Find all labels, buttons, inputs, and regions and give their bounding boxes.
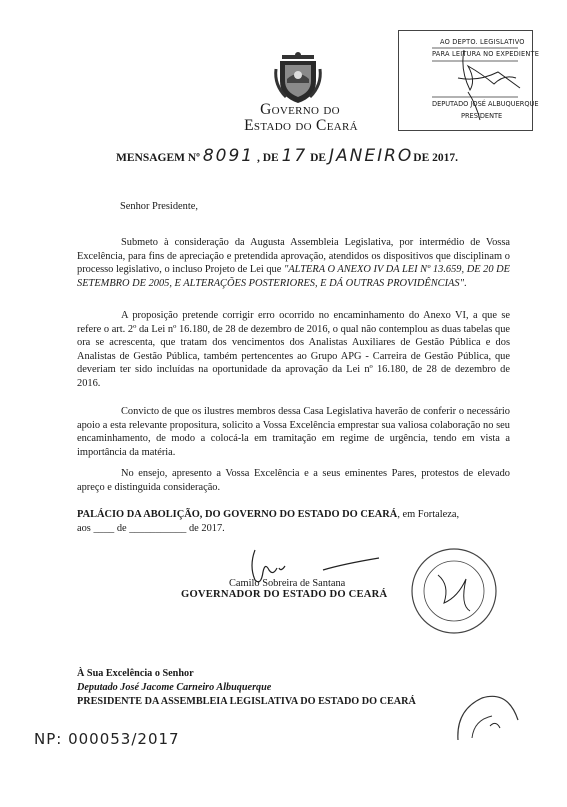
message-number: 8091 bbox=[202, 146, 255, 166]
paragraph-1 bbox=[77, 236, 510, 290]
palace-name: PALÁCIO DA ABOLIÇÃO, DO GOVERNO DO ESTADO DO CEARÁ bbox=[77, 509, 398, 520]
paragraph-1-text: Submeto à consideração da Augusta Assembleia Legislativa, por intermédio de Vossa Excelência, para fins de apreciação e pretendida aprovação, atendidos os dispositivos que disciplinam o processo legislativo, o incluso Projeto de Lei que bbox=[77, 237, 510, 276]
closing-date: aos ____ de ___________ de 2017. bbox=[77, 522, 225, 534]
salutation: Senhor Presidente, bbox=[120, 201, 198, 212]
addressee-line-2: Deputado José Jacome Carneiro Albuquerque bbox=[77, 682, 272, 693]
closing-city: , em Fortaleza, bbox=[397, 509, 460, 520]
protocol-number-handwritten: NP: 000053/2017 bbox=[34, 730, 180, 748]
message-de-2: DE bbox=[310, 152, 327, 164]
receipt-stamp-line-4: PRESIDENTE bbox=[461, 112, 503, 120]
procuradoria-round-stamp-icon bbox=[408, 545, 500, 637]
message-de-1: , DE bbox=[257, 152, 279, 164]
letterhead-line-2: Estado do Ceará bbox=[244, 117, 358, 134]
message-day: 17 bbox=[281, 146, 308, 166]
receipt-stamp-line-1: AO DEPTO. LEGISLATIVO bbox=[440, 38, 525, 46]
bill-title: "ALTERA O ANEXO IV DA LEI Nº 13.659, DE 20 DE SETEMBRO DE 2005, E ALTERAÇÕES POSTERIORES, E DÁ OUTRAS PROVIDÊNCIAS" bbox=[77, 264, 511, 289]
message-label: MENSAGEM Nº bbox=[116, 152, 200, 164]
legislative-protocol-stamp-icon bbox=[452, 690, 522, 746]
paragraph-3: Convicto de que os ilustres membros dessa Casa Legislativa haverão de conferir o necessário apoio a esta relevante propositura, solicito a Vossa Excelência emprestar sua valiosa colaboração no seu encaminhamento, de modo a colocá-la em tramitação em regime de urgência, tendo em vista a importância da matéria. bbox=[77, 406, 510, 458]
message-year: DE 2017. bbox=[413, 152, 459, 164]
message-number-line bbox=[116, 146, 458, 166]
stamp-signature-icon bbox=[398, 30, 533, 131]
closing-place bbox=[77, 508, 510, 535]
message-month: JANEIRO bbox=[328, 146, 414, 166]
addressee-line-1: À Sua Excelência o Senhor bbox=[77, 668, 194, 679]
paragraph-1-end: . bbox=[463, 277, 467, 289]
paragraph-2: A proposição pretende corrigir erro ocorrido no encaminhamento do Anexo VI, a que se refere o art. 2º da Lei nº 16.180, de 28 de dezembro de 2016, o qual não contemplou as duas tabelas que ora se acrescenta, que tratam dos vencimentos dos Analistas Auxiliares de Gestão Pública e dos Analistas de Gestão Pública, também pertencentes ao Grupo APG - Carreira de Gestão Pública, que deveriam ter sido incluídas na oportunidade da aprovação da Lei nº 16.180, de 28 de dezembro de 2016. bbox=[77, 310, 510, 389]
receipt-stamp-line-2: PARA LEITURA NO EXPEDIENTE bbox=[432, 50, 540, 58]
addressee-line-3: PRESIDENTE DA ASSEMBLEIA LEGISLATIVA DO ESTADO DO CEARÁ bbox=[77, 696, 416, 707]
letterhead-line-1: Governo do bbox=[260, 101, 340, 118]
paragraph-4: No ensejo, apresento a Vossa Excelência e a seus eminentes Pares, protestos de elevado apreço e distinguida consideração. bbox=[77, 468, 510, 493]
receipt-stamp-line-3: DEPUTADO JOSÉ ALBUQUERQUE bbox=[432, 100, 539, 108]
signatory-name: Camilo Sobreira de Santana bbox=[229, 578, 346, 589]
signatory-role: GOVERNADOR DO ESTADO DO CEARÁ bbox=[181, 589, 388, 600]
state-crest-icon bbox=[272, 51, 324, 105]
